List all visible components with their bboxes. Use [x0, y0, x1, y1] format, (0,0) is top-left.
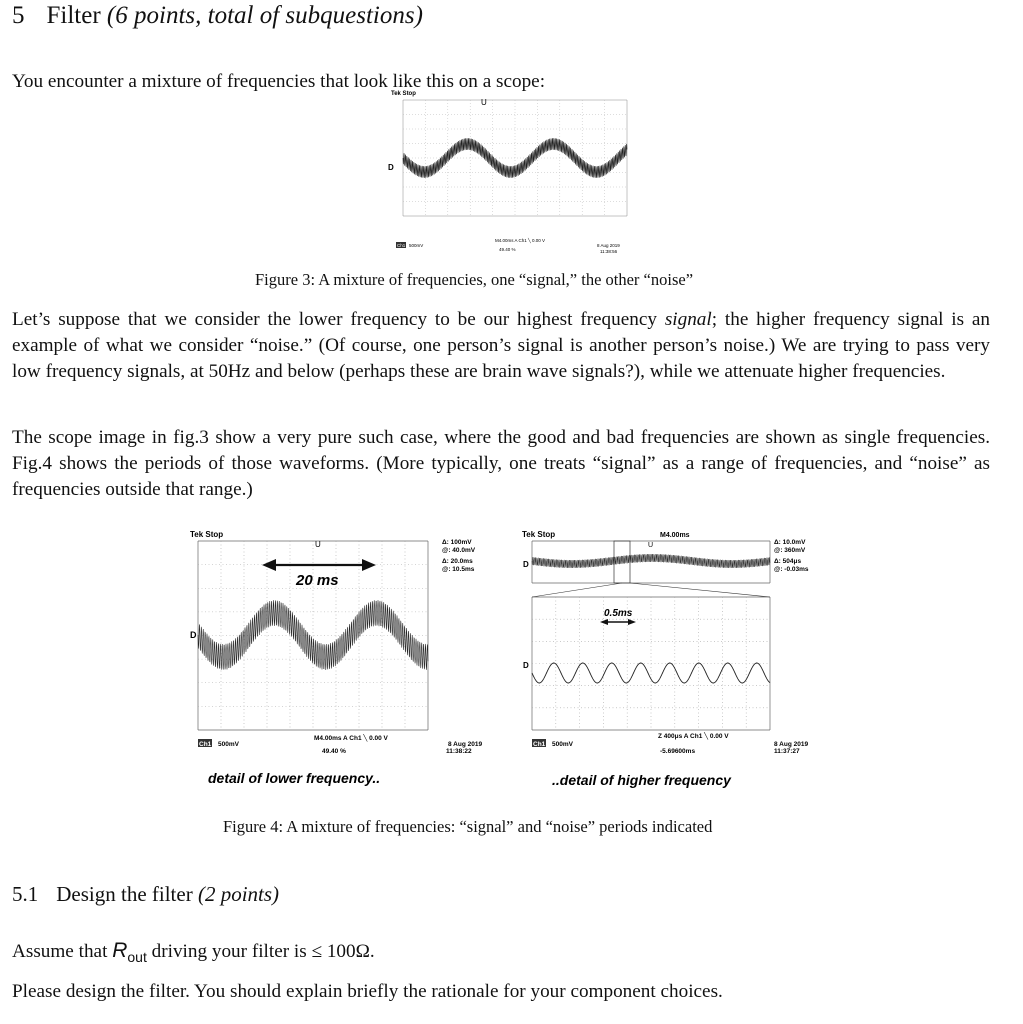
fig3-date: 8 Aug 2019 [597, 243, 620, 248]
subsection-points: (2 points) [197, 882, 280, 906]
section-heading [12, 2, 423, 30]
fig4l-date: 8 Aug 2019 [448, 741, 483, 748]
fig3-time: 11:38:56 [600, 249, 618, 254]
fig4l-trig: 49.40 % [322, 748, 346, 755]
svg-text:D: D [388, 163, 394, 172]
fig4l-annotation: 20 ms [296, 572, 339, 589]
fig4r-ch: Ch1 [533, 741, 546, 748]
paragraph-1: Let’s suppose that we consider the lower frequency to be our highest frequency signal; the higher frequency signal is an example of what we consider “noise.” (Of course, one person’s signal is another person’s noise.) We are trying to pass very low frequency signals, at 50Hz and below (perhaps these are brain wave signals?), while we attenuate higher frequencies. [12, 309, 990, 382]
fig4r-at-v: @: 360mV [774, 547, 806, 554]
fig4l-waveform [198, 600, 428, 670]
fig4r-tek: Tek Stop [522, 530, 556, 539]
paragraph-2: The scope image in fig.3 show a very pure such case, where the good and bad frequencies are shown as single frequencies. Fig.4 shows the periods of those waveforms. (More typically, one treats “signal” as a range of frequencies, and “noise” as frequencies outside that range.) [12, 427, 990, 500]
assumption-text: Assume that $R_{out}$ driving your filter is ≤ 100Ω. [12, 939, 375, 965]
section-title: Filter [46, 2, 101, 29]
fig3-tek-label: Tek Stop [391, 91, 416, 97]
fig4r-label: ..detail of higher frequency [552, 772, 731, 788]
svg-text:D: D [523, 661, 529, 670]
fig3-volts: 500mV [409, 243, 424, 248]
figure-3-scope [385, 88, 635, 260]
fig4r-at-t: @: -0.03ms [774, 566, 809, 573]
fig4l-ch: Ch1 [199, 741, 212, 748]
section-points: (6 points, total of subquestions) [106, 2, 423, 29]
fig4r-time: 11:37:27 [774, 748, 800, 755]
figure-4-caption: Figure 4: A mixture of frequencies: “signal” and “noise” periods indicated [223, 817, 713, 836]
fig3-timebase: M4.00ms A Ch1 ╲ 0.00 V [495, 238, 545, 243]
svg-text:D: D [190, 630, 197, 640]
svg-text:U: U [648, 542, 654, 549]
figure-3-caption: Figure 3: A mixture of frequencies, one “signal,” the other “noise” [255, 270, 694, 289]
section-number: 5 [12, 2, 25, 29]
fig4r-date: 8 Aug 2019 [774, 741, 809, 748]
fig4r-waveform-overview [532, 554, 770, 568]
fig4r-annotation: 0.5ms [604, 608, 633, 619]
fig4r-trig: -5.69600ms [660, 748, 696, 755]
svg-text:U: U [481, 98, 487, 107]
fig4l-tek: Tek Stop [190, 530, 224, 539]
fig4l-at-t: @: 10.5ms [442, 566, 475, 573]
fig4l-delta-t: Δ: 20.0ms [442, 558, 473, 565]
fig4r-delta-v: Δ: 10.0mV [774, 539, 806, 546]
fig4r-volts: 500mV [552, 741, 573, 748]
task-text: Please design the filter. You should explain briefly the rationale for your component choices. [12, 981, 723, 1002]
intro-text: You encounter a mixture of frequencies that look like this on a scope: [12, 71, 546, 92]
fig3-trig: 49.40 % [499, 247, 516, 252]
fig4r-waveform-zoom [532, 663, 770, 683]
fig4l-label: detail of lower frequency.. [208, 770, 381, 786]
subsection-heading [12, 882, 279, 907]
figure-4-left-scope [188, 525, 508, 790]
svg-text:D: D [523, 560, 529, 569]
fig4l-delta-v: Δ: 100mV [442, 539, 472, 546]
subsection-number: 5.1 [12, 882, 39, 906]
fig4r-timebase: Z 400μs A Ch1 ╲ 0.00 V [658, 733, 729, 740]
fig4r-delta-t: Δ: 504μs [774, 558, 802, 565]
figure-4-right-scope [520, 525, 830, 790]
fig4l-timebase: M4.00ms A Ch1 ╲ 0.00 V [314, 735, 388, 742]
subsection-title: Design the filter [56, 882, 193, 906]
svg-text:U: U [315, 540, 321, 549]
fig4l-time: 11:38:22 [446, 748, 472, 755]
fig4r-top-timebase: M4.00ms [660, 532, 690, 539]
fig3-ch: Ch1 [397, 243, 406, 248]
fig4l-at-v: @: 40.0mV [442, 547, 476, 554]
fig4l-volts: 500mV [218, 741, 239, 748]
